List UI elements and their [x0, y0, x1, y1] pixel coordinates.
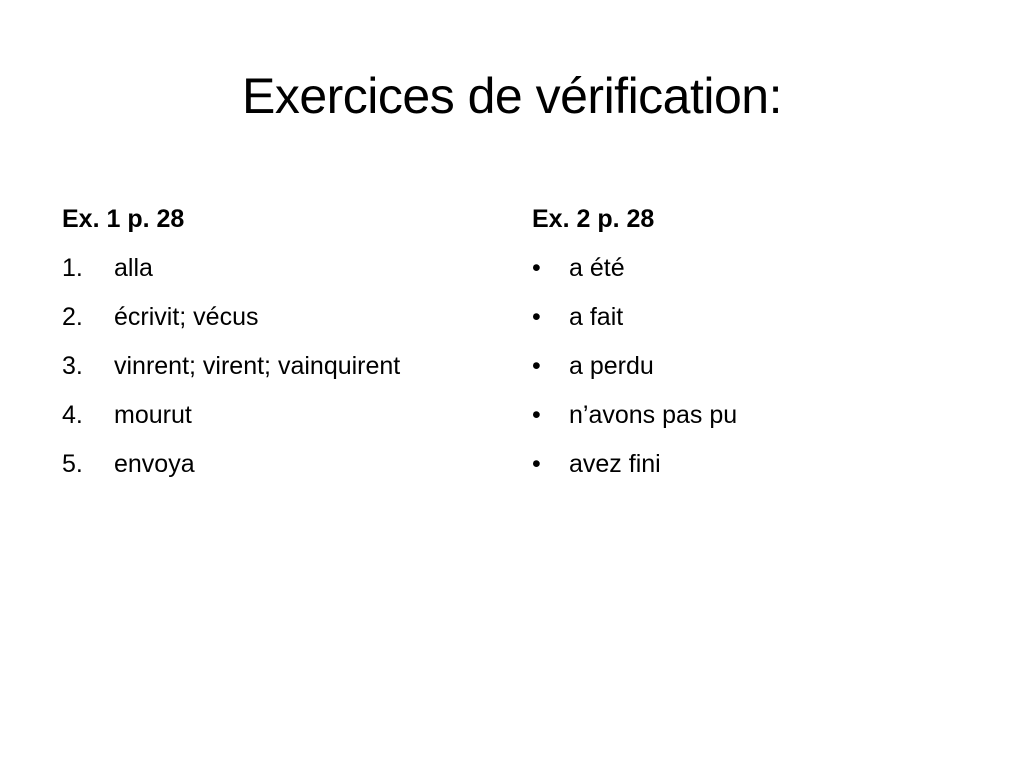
list-item	[532, 440, 992, 489]
slide-title: Exercices de vérification:	[241, 68, 782, 124]
bullet-icon: •	[532, 254, 541, 282]
bullet-icon: •	[532, 450, 541, 478]
list-item-text: a été	[569, 254, 625, 282]
right-column	[532, 196, 992, 489]
list-item	[62, 391, 522, 440]
list-item-text: envoya	[114, 450, 195, 478]
list-item-text: alla	[114, 254, 153, 282]
list-item	[532, 244, 992, 293]
list-item-text: n’avons pas pu	[569, 401, 738, 429]
right-column-heading: Ex. 2 p. 28	[532, 205, 655, 233]
bullet-icon: •	[532, 303, 541, 331]
list-item-text: écrivit; vécus	[114, 303, 259, 331]
bullet-list	[532, 244, 992, 489]
list-item-text: vinrent; virent; vainquirent	[114, 352, 401, 380]
list-item-text: avez fini	[569, 450, 661, 478]
list-item	[62, 293, 522, 342]
list-item-text: mourut	[114, 401, 192, 429]
left-column	[62, 196, 522, 489]
list-number: 5.	[62, 450, 83, 478]
list-item	[532, 293, 992, 342]
list-item-text: a perdu	[569, 352, 654, 380]
list-number: 2.	[62, 303, 83, 331]
list-item	[62, 342, 522, 391]
list-number: 1.	[62, 254, 83, 282]
list-item	[62, 440, 522, 489]
list-item	[532, 342, 992, 391]
list-number: 4.	[62, 401, 83, 429]
list-item	[532, 391, 992, 440]
bullet-icon: •	[532, 401, 541, 429]
list-item-text: a fait	[569, 303, 624, 331]
list-item	[62, 244, 522, 293]
list-number: 3.	[62, 352, 83, 380]
left-column-heading: Ex. 1 p. 28	[62, 205, 185, 233]
bullet-icon: •	[532, 352, 541, 380]
numbered-list	[62, 244, 522, 489]
